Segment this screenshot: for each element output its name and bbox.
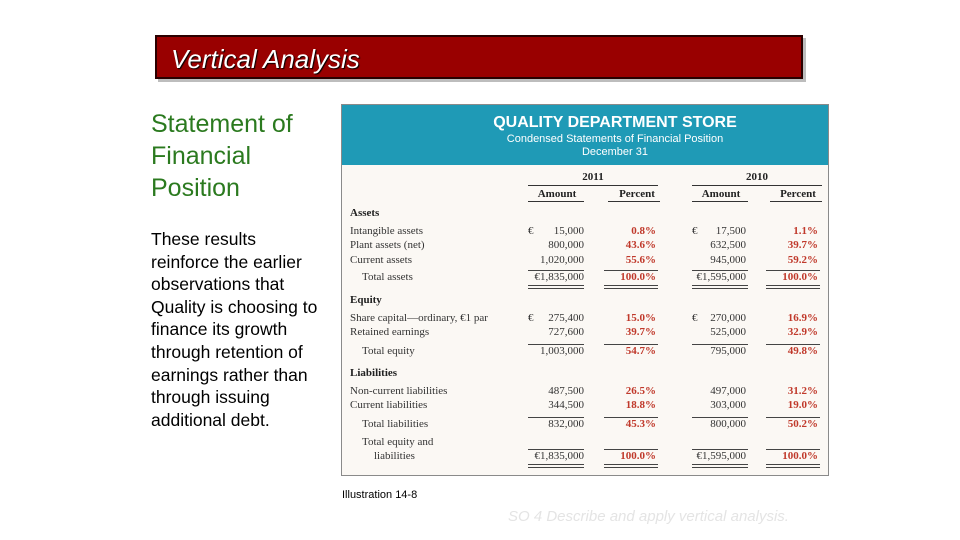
currency-symbol: € — [692, 312, 698, 324]
section-equity: Equity — [350, 294, 382, 306]
slide-title: Vertical Analysis — [171, 44, 360, 74]
percent-2011: 45.3% — [625, 418, 656, 430]
row-label: Current liabilities — [350, 399, 428, 411]
currency-symbol: € — [692, 225, 698, 237]
amount-2010: 17,500 — [715, 225, 746, 237]
total-rule — [766, 417, 820, 418]
percent-2010: 16.9% — [787, 312, 818, 324]
percent-2010: 31.2% — [787, 385, 818, 397]
col-rule — [528, 201, 584, 202]
amount-2011: 344,500 — [548, 399, 584, 411]
col-rule — [770, 201, 822, 202]
amount-2011: €1,835,000 — [534, 271, 584, 283]
total-rule — [604, 270, 658, 271]
percent-2010: 100.0% — [782, 271, 818, 283]
double-rule — [692, 285, 748, 289]
total-rule — [528, 270, 584, 271]
percent-2011: 100.0% — [620, 271, 656, 283]
amount-2011: 727,600 — [548, 326, 584, 338]
total-rule — [692, 344, 748, 345]
percent-2011: 100.0% — [620, 450, 656, 462]
percent-2011: 18.8% — [625, 399, 656, 411]
amount-2010: 632,500 — [710, 239, 746, 251]
illustration-caption: Illustration 14-8 — [342, 489, 418, 501]
amount-2010: 945,000 — [710, 254, 746, 266]
col-amount-2011: Amount — [537, 188, 577, 200]
row-label: Total equity — [362, 345, 415, 357]
amount-2010: 525,000 — [710, 326, 746, 338]
amount-2011: 800,000 — [548, 239, 584, 251]
percent-2011: 54.7% — [625, 345, 656, 357]
amount-2011: 832,000 — [548, 418, 584, 430]
double-rule — [528, 464, 584, 468]
statement-date: December 31 — [581, 146, 649, 158]
col-percent-2011: Percent — [619, 188, 655, 200]
amount-2010: 497,000 — [710, 385, 746, 397]
statement-subtitle — [342, 133, 828, 159]
col-percent-2010: Percent — [780, 188, 816, 200]
amount-2011: 487,500 — [548, 385, 584, 397]
total-rule — [528, 449, 584, 450]
percent-2011: 15.0% — [625, 312, 656, 324]
row-label: Total equity and — [362, 436, 434, 448]
col-rule — [692, 201, 748, 202]
double-rule — [604, 464, 658, 468]
total-rule — [528, 344, 584, 345]
year-2011: 2011 — [582, 171, 604, 183]
financial-statement-image — [341, 104, 829, 476]
percent-2010: 59.2% — [787, 254, 818, 266]
currency-symbol: € — [528, 312, 534, 324]
year-rule — [692, 185, 822, 186]
percent-2011: 0.8% — [631, 225, 656, 237]
statement-subtitle-text: Condensed Statements of Financial Position — [506, 133, 724, 145]
double-rule — [766, 464, 820, 468]
amount-2011: 15,000 — [553, 225, 584, 237]
total-rule — [528, 417, 584, 418]
section-assets: Assets — [350, 207, 380, 219]
row-label: Current assets — [350, 254, 413, 266]
double-rule — [604, 285, 658, 289]
percent-2010: 32.9% — [787, 326, 818, 338]
percent-2010: 1.1% — [793, 225, 818, 237]
amount-2010: 303,000 — [710, 399, 746, 411]
amount-2010: 795,000 — [710, 345, 746, 357]
total-rule — [766, 449, 820, 450]
title-bar — [155, 35, 803, 79]
year-2010: 2010 — [746, 171, 768, 183]
amount-2011: €1,835,000 — [534, 450, 584, 462]
amount-2011: 1,003,000 — [540, 345, 584, 357]
amount-2010: 270,000 — [710, 312, 746, 324]
section-heading: Statement of Financial Position — [151, 110, 293, 202]
percent-2011: 26.5% — [625, 385, 656, 397]
amount-2010: €1,595,000 — [696, 271, 746, 283]
section-liabilities: Liabilities — [350, 367, 398, 379]
percent-2011: 43.6% — [625, 239, 656, 251]
body-paragraph: These results reinforce the earlier observations that Quality is choosing to finance its growth through retention of earnings rather than through issuing additional debt. — [151, 229, 318, 430]
row-label: Total assets — [362, 271, 413, 283]
double-rule — [528, 285, 584, 289]
percent-2010: 39.7% — [787, 239, 818, 251]
statement-header — [342, 105, 828, 165]
amount-2010: 800,000 — [710, 418, 746, 430]
total-rule — [692, 270, 748, 271]
percent-2010: 19.0% — [787, 399, 818, 411]
row-label: Retained earnings — [350, 326, 430, 338]
percent-2011: 39.7% — [625, 326, 656, 338]
percent-2010: 50.2% — [787, 418, 818, 430]
col-amount-2010: Amount — [701, 188, 741, 200]
total-rule — [604, 417, 658, 418]
total-rule — [766, 344, 820, 345]
amount-2011: 275,400 — [548, 312, 584, 324]
double-rule — [692, 464, 748, 468]
percent-2010: 100.0% — [782, 450, 818, 462]
store-name: QUALITY DEPARTMENT STORE — [493, 114, 737, 131]
footer-objective: SO 4 Describe and apply vertical analysis. — [508, 508, 789, 525]
double-rule — [766, 285, 820, 289]
year-rule — [528, 185, 658, 186]
row-label: Intangible assets — [350, 225, 424, 237]
percent-2010: 49.8% — [787, 345, 818, 357]
row-label: Non-current liabilities — [350, 385, 448, 397]
total-rule — [604, 449, 658, 450]
percent-2011: 55.6% — [625, 254, 656, 266]
row-label: Total liabilities — [362, 418, 429, 430]
currency-symbol: € — [528, 225, 534, 237]
amount-2010: €1,595,000 — [696, 450, 746, 462]
row-label: Plant assets (net) — [350, 239, 425, 251]
amount-2011: 1,020,000 — [540, 254, 584, 266]
col-rule — [608, 201, 660, 202]
row-label: Share capital—ordinary, €1 par — [350, 312, 488, 324]
total-rule — [766, 270, 820, 271]
row-label-continued: liabilities — [374, 450, 415, 462]
total-rule — [692, 449, 748, 450]
total-rule — [692, 417, 748, 418]
total-rule — [604, 344, 658, 345]
